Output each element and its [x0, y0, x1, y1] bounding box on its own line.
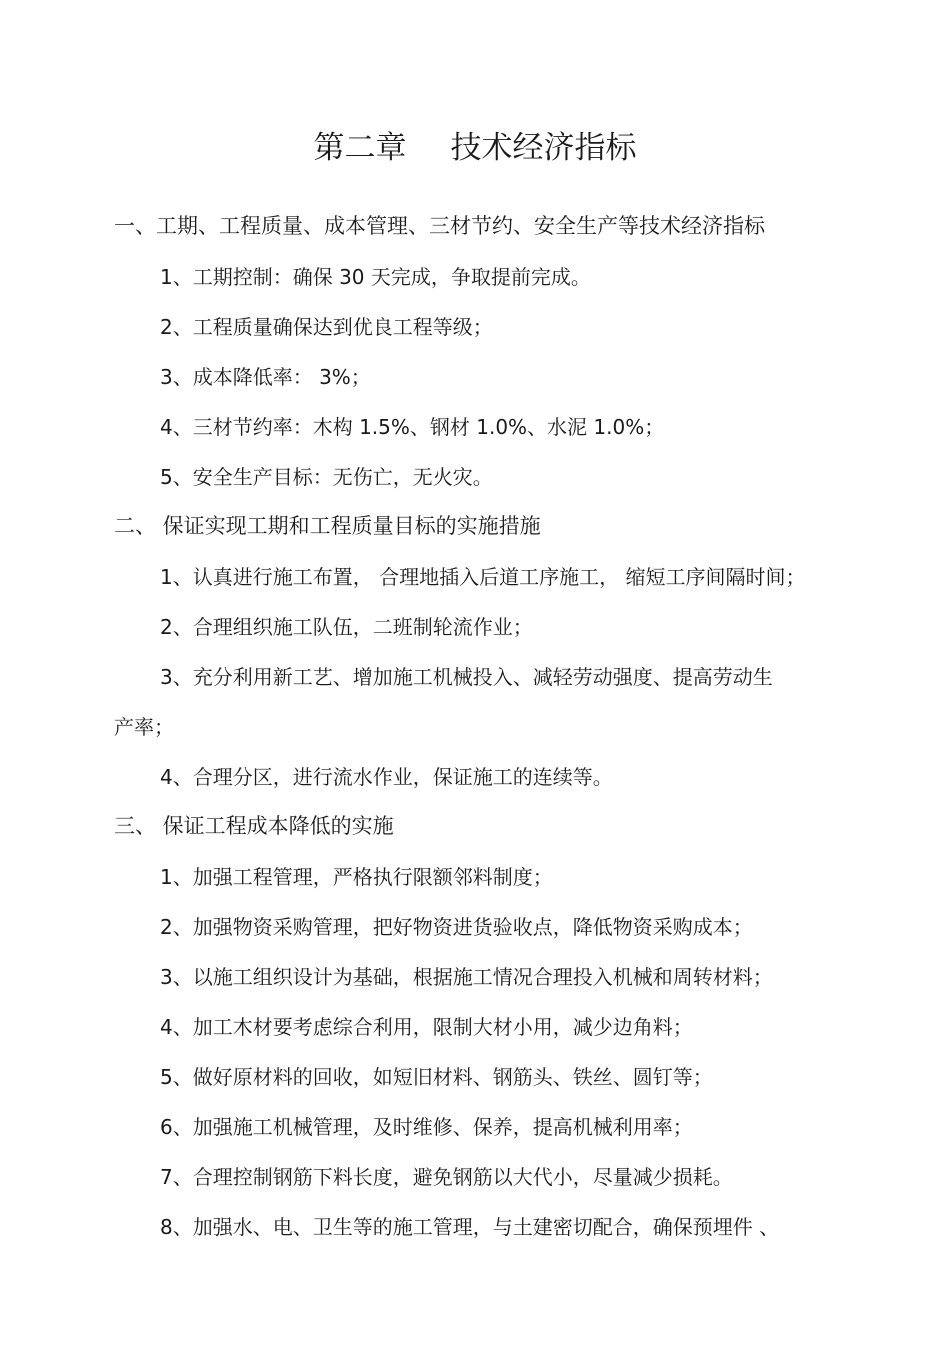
- list-item: 6、加强施工机械管理，及时维修、保养，提高机械利用率；: [160, 1115, 693, 1139]
- list-item: 1、加强工程管理，严格执行限额邻料制度；: [160, 865, 553, 889]
- chapter-number: 第二章: [313, 130, 407, 166]
- list-item: 2、加强物资采购管理，把好物资进货验收点，降低物资采购成本；: [160, 915, 753, 939]
- list-item: 3、充分利用新工艺、增加施工机械投入、减轻劳动强度、提高劳动生: [160, 665, 773, 689]
- list-item: 4、合理分区，进行流水作业，保证施工的连续等。: [160, 765, 613, 789]
- list-item: 3、成本降低率： 3%；: [160, 365, 371, 389]
- list-item: 5、做好原材料的回收，如短旧材料、钢筋头、铁丝、圆钉等；: [160, 1065, 713, 1089]
- list-item: 5、安全生产目标：无伤亡，无火灾。: [160, 465, 493, 489]
- list-item: 7、合理控制钢筋下料长度，避免钢筋以大代小，尽量减少损耗。: [160, 1165, 733, 1189]
- chapter-name: 技术经济指标: [450, 130, 637, 166]
- list-item: 4、三材节约率：木构 1.5%、钢材 1.0%、水泥 1.0%；: [160, 415, 665, 439]
- list-item: 1、工期控制：确保 30 天完成，争取提前完成。: [160, 265, 591, 289]
- list-item: 3、以施工组织设计为基础，根据施工情况合理投入机械和周转材料；: [160, 965, 773, 989]
- section-heading-3: 三、 保证工程成本降低的实施: [114, 814, 394, 838]
- list-item: 2、合理组织施工队伍，二班制轮流作业；: [160, 615, 533, 639]
- list-item-continuation: 产率；: [114, 715, 174, 739]
- section-heading-2: 二、 保证实现工期和工程质量目标的实施措施: [114, 514, 541, 538]
- list-item: 4、加工木材要考虑综合利用，限制大材小用，减少边角料；: [160, 1015, 693, 1039]
- section-heading-1: 一、工期、工程质量、成本管理、三材节约、安全生产等技术经济指标: [114, 214, 765, 238]
- list-item: 8、加强水、电、卫生等的施工管理，与土建密切配合，确保预埋件 、: [160, 1215, 780, 1239]
- list-item: 1、认真进行施工布置， 合理地插入后道工序施工， 缩短工序间隔时间；: [160, 565, 806, 589]
- list-item: 2、工程质量确保达到优良工程等级；: [160, 315, 493, 339]
- chapter-title: [0, 128, 950, 168]
